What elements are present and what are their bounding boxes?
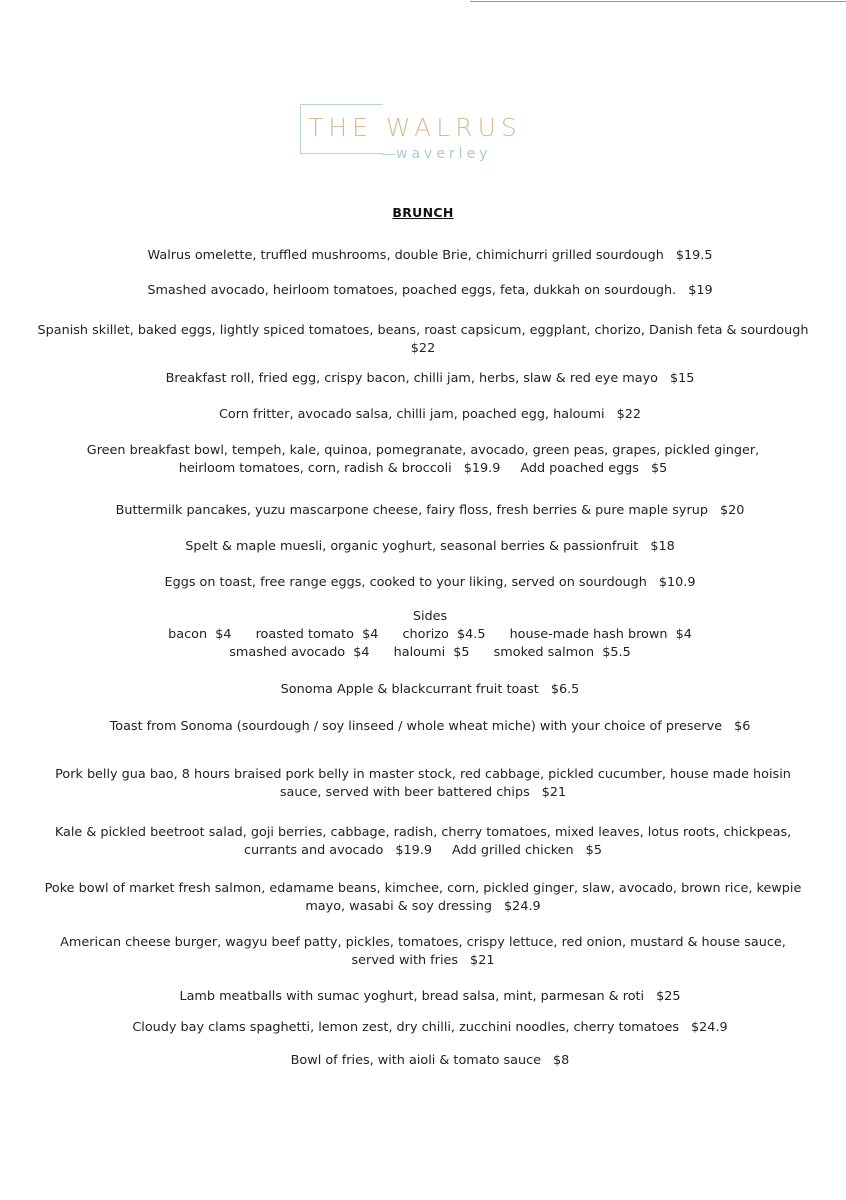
item-description: Walrus omelette, truffled mushrooms, double Brie, chimichurri grilled sourdough: [147, 248, 664, 263]
item-description: Kale & pickled beetroot salad, goji berries, cabbage, radish, cherry tomatoes, mixed leaves, lotus roots, chickpeas, currants and avocado: [54, 825, 792, 858]
item-price: $22: [616, 407, 642, 422]
logo-location: waverley: [396, 146, 492, 162]
menu-item: [30, 538, 830, 556]
logo-title: THE WALRUS: [308, 113, 522, 142]
side-price: $4: [362, 627, 379, 642]
item-description: Buttermilk pancakes, yuzu mascarpone cheese, fairy floss, fresh berries & pure maple syrup: [115, 503, 708, 518]
menu-item: [30, 247, 830, 265]
menu-item: [30, 502, 830, 520]
item-price: $6.5: [550, 682, 580, 697]
item-description: Breakfast roll, fried egg, crispy bacon, chilli jam, herbs, slaw & red eye mayo: [165, 371, 658, 386]
item-price: $21: [470, 953, 495, 968]
side-price: $4: [215, 627, 232, 642]
item-price: $25: [656, 989, 681, 1004]
item-description: Sonoma Apple & blackcurrant fruit toast: [280, 682, 539, 697]
item-description: Cloudy bay clams spaghetti, lemon zest, dry chilli, zucchini noodles, cherry tomatoes: [132, 1020, 680, 1035]
item-price: $18: [650, 539, 675, 554]
item-price: $24.9: [504, 899, 541, 914]
item-description: Spanish skillet, baked eggs, lightly spiced tomatoes, beans, roast capsicum, eggplant, chorizo, Danish feta & sourdough: [37, 323, 809, 338]
side-name: haloumi: [393, 645, 446, 660]
menu-item: [30, 988, 830, 1006]
item-description: Corn fritter, avocado salsa, chilli jam, poached egg, haloumi: [218, 407, 605, 422]
menu-item: [30, 574, 830, 592]
item-description: Poke bowl of market fresh salmon, edamame beans, kimchee, corn, pickled ginger, slaw, avocado, brown rice, kewpie mayo, wasabi & soy dressing: [44, 881, 802, 914]
item-price: $21: [541, 785, 567, 800]
item-description: Smashed avocado, heirloom tomatoes, poached eggs, feta, dukkah on sourdough.: [147, 283, 677, 298]
item-addon: Add grilled chicken: [452, 843, 574, 858]
menu-item: [40, 880, 806, 916]
side-name: roasted tomato: [255, 627, 354, 642]
item-price: $20: [720, 503, 745, 518]
item-description: American cheese burger, wagyu beef patty, pickles, tomatoes, crispy lettuce, red onion, mustard & house sauce, served with fries: [60, 935, 786, 968]
menu-item: [50, 934, 796, 970]
item-price: $19: [688, 283, 713, 298]
sides-section: [30, 608, 830, 662]
item-addon-price: $5: [650, 461, 668, 476]
menu-heading: BRUNCH: [392, 205, 454, 220]
item-price: $19.9: [395, 843, 433, 858]
side-name: smashed avocado: [229, 645, 346, 660]
item-price: $24.9: [691, 1020, 728, 1035]
menu-item: [50, 824, 796, 860]
item-price: $19.5: [675, 248, 713, 263]
item-description: Green breakfast bowl, tempeh, kale, quinoa, pomegranate, avocado, green peas, grapes, pickled ginger, heirloom tomatoes, corn, radish & broccoli: [86, 443, 760, 476]
sides-title: Sides: [412, 609, 448, 624]
item-description: Eggs on toast, free range eggs, cooked to your liking, served on sourdough: [164, 575, 647, 590]
side-price: $4.5: [456, 627, 486, 642]
menu-item: [30, 282, 830, 300]
sides-row: [30, 626, 830, 644]
item-addon: Add poached eggs: [520, 461, 639, 476]
menu-item: [30, 1052, 830, 1070]
item-description: Bowl of fries, with aioli & tomato sauce: [290, 1053, 542, 1068]
logo-sub-line: [382, 154, 396, 155]
item-description: Spelt & maple muesli, organic yoghurt, seasonal berries & passionfruit: [185, 539, 639, 554]
top-edge-rule: [470, 1, 846, 2]
side-price: $4: [675, 627, 692, 642]
menu-item: [10, 322, 836, 358]
item-description: Lamb meatballs with sumac yoghurt, bread salsa, mint, parmesan & roti: [179, 989, 645, 1004]
menu-item: [30, 718, 830, 736]
side-name: house-made hash brown: [509, 627, 668, 642]
menu-item: [50, 766, 796, 802]
menu-item: [30, 1019, 830, 1037]
menu-item: [30, 406, 830, 424]
restaurant-logo: [300, 104, 570, 162]
side-name: smoked salmon: [493, 645, 595, 660]
item-price: $6: [734, 719, 751, 734]
item-price: $10.9: [658, 575, 696, 590]
side-name: chorizo: [402, 627, 449, 642]
side-price: $5.5: [602, 645, 631, 660]
side-name: bacon: [168, 627, 208, 642]
item-description: Pork belly gua bao, 8 hours braised pork belly in master stock, red cabbage, pickled cucumber, house made hoisin sauce, served with beer battered chips: [55, 767, 791, 800]
item-description: Toast from Sonoma (sourdough / soy linseed / whole wheat miche) with your choice of preserve: [109, 719, 723, 734]
menu-item: [30, 681, 830, 699]
menu-item: [30, 370, 830, 388]
item-price: $19.9: [463, 461, 501, 476]
menu-item: [60, 442, 786, 478]
item-price: $8: [553, 1053, 570, 1068]
item-price: $15: [670, 371, 695, 386]
side-price: $5: [453, 645, 470, 660]
side-price: $4: [353, 645, 370, 660]
item-price: $22: [410, 341, 436, 356]
sides-row: [30, 644, 830, 662]
item-addon-price: $5: [585, 843, 602, 858]
